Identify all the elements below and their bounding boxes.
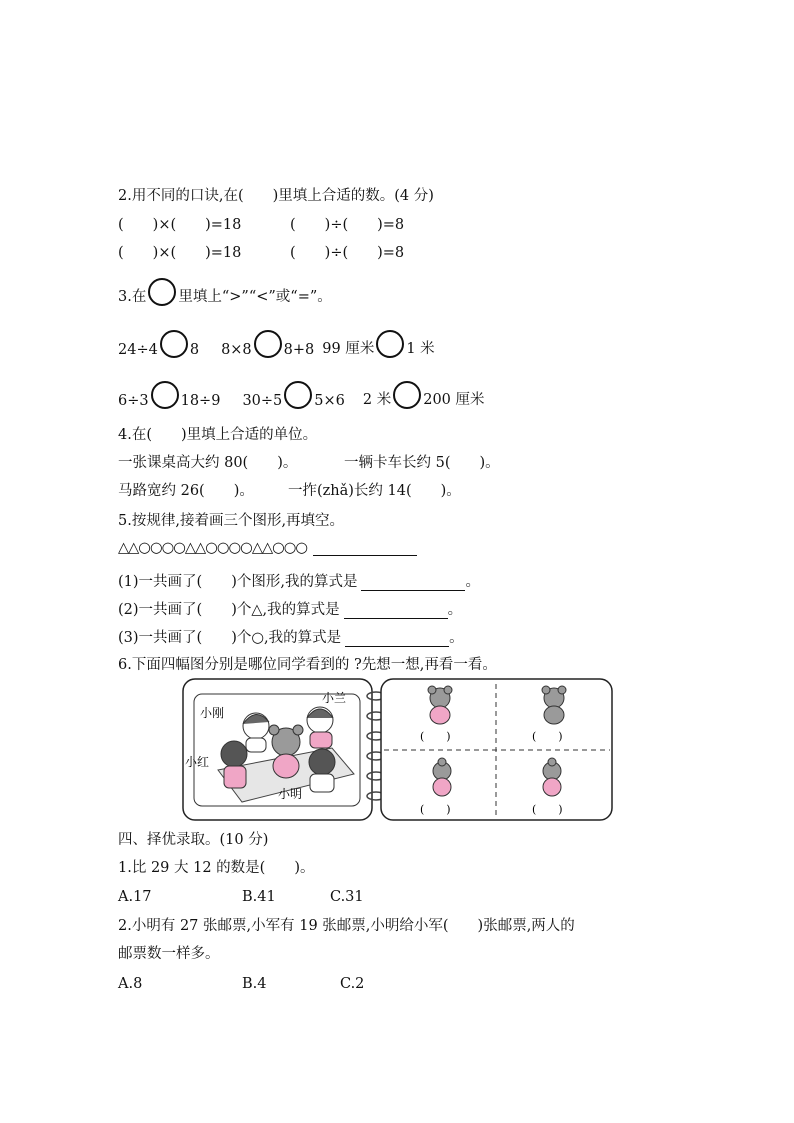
q3-expr: 200 厘米 <box>423 392 485 408</box>
kid-xiaolan <box>307 707 333 748</box>
view-answer-paren[interactable]: ( ) <box>532 803 563 816</box>
q2-eq-2b: ( )÷( )=8 <box>290 245 405 261</box>
compare-circle-icon <box>148 278 176 306</box>
q4-line-2b: 一拃(zhǎ)长约 14( )。 <box>288 483 461 499</box>
q2-eq-1b: ( )÷( )=8 <box>290 217 405 233</box>
answer-circle[interactable] <box>151 381 179 409</box>
formula-blank[interactable] <box>345 632 449 647</box>
q3-expr: 8 <box>189 342 200 358</box>
q2-eq-1a: ( )×( )=18 <box>118 217 242 233</box>
name-label: 小刚 <box>200 706 225 720</box>
q5-sub-text: (1)一共画了( )个图形,我的算式是 <box>118 574 358 590</box>
formula-blank[interactable] <box>361 576 465 591</box>
period: 。 <box>447 602 463 618</box>
q3-expr: 1 米 <box>406 341 435 357</box>
answer-circle[interactable] <box>284 381 312 409</box>
s4-q2-opt-b[interactable]: B.4 <box>242 976 267 992</box>
q5-pattern-row <box>118 540 417 556</box>
q2-eq-2a: ( )×( )=18 <box>118 245 242 261</box>
q3-row-1 <box>118 330 435 358</box>
q4-title: 4.在( )里填上合适的单位。 <box>118 427 318 443</box>
q3-expr: 99 厘米 <box>322 341 375 357</box>
s4-q2-opt-c[interactable]: C.2 <box>340 976 365 992</box>
q6-title: 6.下面四幅图分别是哪位同学看到的 ?先想一想,再看一看。 <box>118 657 497 673</box>
q3-expr: 6÷3 <box>118 393 149 409</box>
q5-title: 5.按规律,接着画三个图形,再填空。 <box>118 513 345 529</box>
s4-q1-opt-b[interactable]: B.41 <box>242 889 276 905</box>
q4-line-1b: 一辆卡车长约 5( )。 <box>344 455 500 471</box>
view-answer-paren[interactable]: ( ) <box>532 730 563 743</box>
q3-expr: 5×6 <box>314 393 345 409</box>
q3-title-a: 3.在 <box>118 289 147 305</box>
s4-q1-opt-a[interactable]: A.17 <box>118 889 152 905</box>
s4-q2-line-1: 2.小明有 27 张邮票,小军有 19 张邮票,小明给小军( )张邮票,两人的 <box>118 918 575 934</box>
q3-title-b: 里填上“>”“<”或“=”。 <box>178 289 332 305</box>
q4-line-1a: 一张课桌高大约 80( )。 <box>118 455 298 471</box>
q5-sub-2 <box>118 598 462 619</box>
view-answer-paren[interactable]: ( ) <box>420 730 451 743</box>
answer-circle[interactable] <box>393 381 421 409</box>
q5-sub-3 <box>118 626 464 647</box>
answer-circle[interactable] <box>376 330 404 358</box>
view-answer-paren[interactable]: ( ) <box>420 803 451 816</box>
q2-title: 2.用不同的口诀,在( )里填上合适的数。(4 分) <box>118 188 434 204</box>
s4-q1: 1.比 29 大 12 的数是( )。 <box>118 860 315 876</box>
q3-row-2 <box>118 381 485 409</box>
observation-figure <box>182 678 614 822</box>
answer-circle[interactable] <box>254 330 282 358</box>
q3-expr: 30÷5 <box>242 393 283 409</box>
q3-expr: 2 米 <box>362 392 392 408</box>
formula-blank[interactable] <box>344 604 448 619</box>
q3-expr: 8+8 <box>283 342 315 358</box>
q5-sub-text: (3)一共画了( )个○,我的算式是 <box>118 630 342 646</box>
period: 。 <box>465 574 480 590</box>
section-4-title: 四、择优录取。(10 分) <box>118 832 269 848</box>
q3-expr: 24÷4 <box>118 342 158 358</box>
s4-q1-opt-c[interactable]: C.31 <box>330 889 364 905</box>
s4-q2-opt-a[interactable]: A.8 <box>118 976 143 992</box>
q4-line-2a: 马路宽约 26( )。 <box>118 483 254 499</box>
kid-xiaoming <box>309 749 335 792</box>
q5-sub-text: (2)一共画了( )个△,我的算式是 <box>118 602 340 618</box>
kid-xiaogang <box>243 713 269 752</box>
shape-pattern: △△○○○○△△○○○○△△○○○ <box>118 540 308 556</box>
q3-expr: 8×8 <box>221 342 252 358</box>
s4-q2-line-2: 邮票数一样多。 <box>118 946 220 962</box>
q3-title <box>118 278 332 306</box>
period: 。 <box>449 630 464 646</box>
name-label: 小红 <box>185 755 210 769</box>
answer-circle[interactable] <box>160 330 188 358</box>
name-label: 小兰 <box>322 691 347 705</box>
pattern-answer-blank[interactable] <box>313 541 417 556</box>
name-label: 小明 <box>278 787 303 801</box>
q3-expr: 18÷9 <box>180 393 221 409</box>
q5-sub-1 <box>118 570 480 591</box>
